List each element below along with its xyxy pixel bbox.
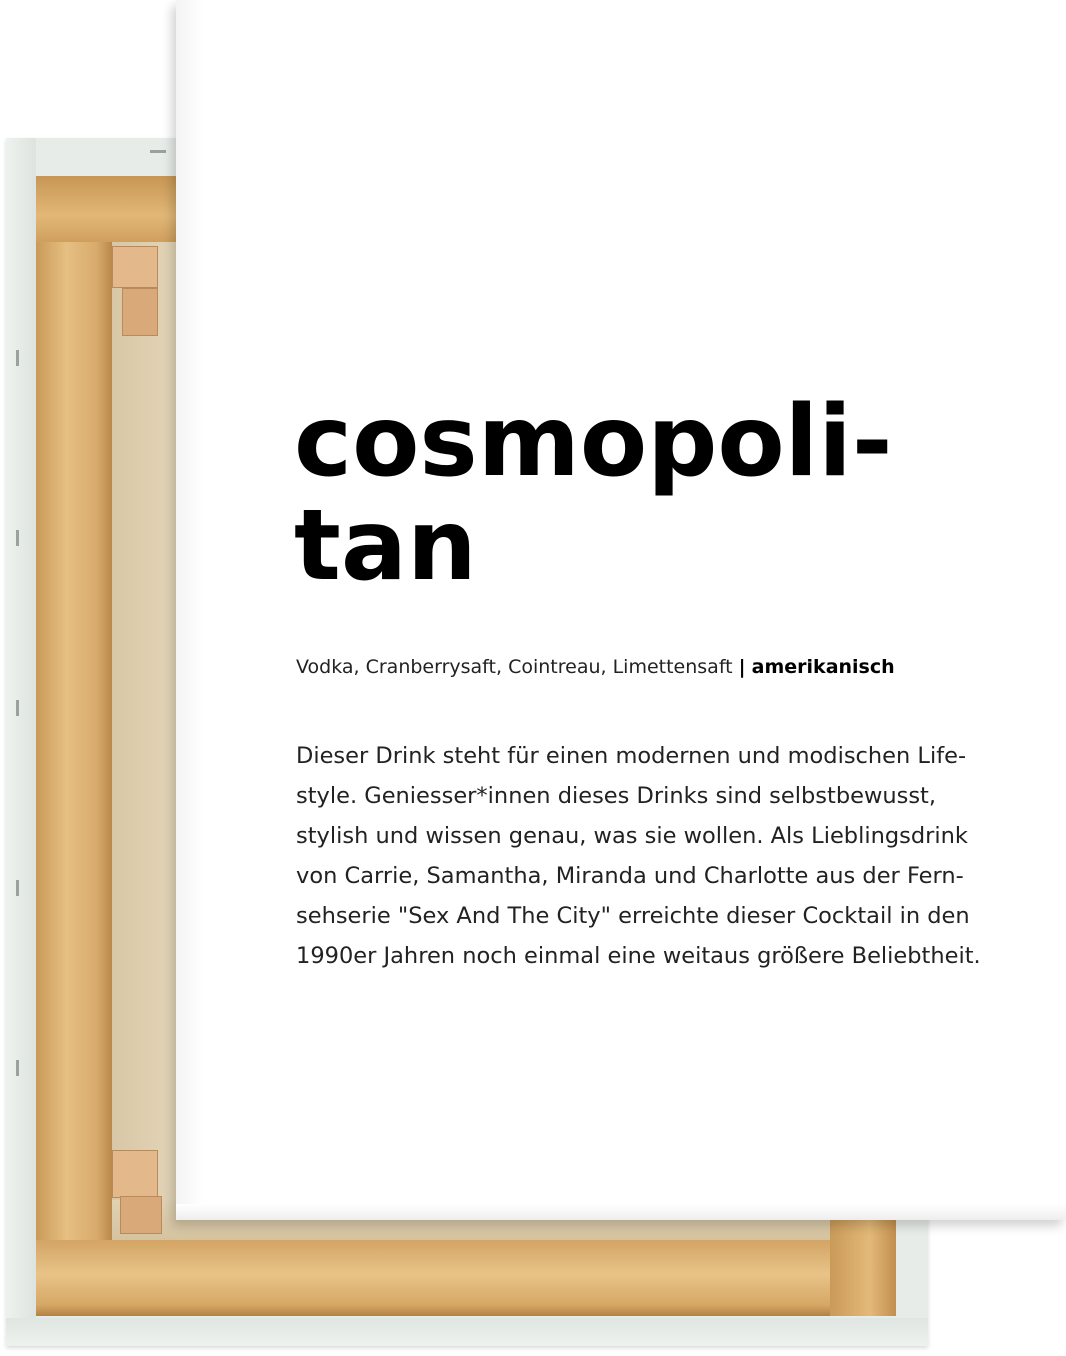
stretcher-bar-top — [36, 176, 196, 242]
canvas-edge-left — [6, 138, 36, 1346]
poster-edge-left — [176, 0, 204, 1220]
title-line-1: cosmopoli- — [294, 385, 893, 499]
description-line: style. Geniesser*innen dieses Drinks sind selbstbewusst, — [296, 783, 937, 809]
staple — [16, 350, 19, 366]
description-line: von Carrie, Samantha, Miranda und Charlotte aus der Fern- — [296, 863, 964, 889]
description-line: stylish und wissen genau, was sie wollen. Als Lieblingsdrink — [296, 823, 968, 849]
origin-text: amerikanisch — [751, 656, 895, 678]
poster-subtitle — [296, 654, 1016, 680]
staple — [150, 150, 166, 153]
subtitle-separator: | — [738, 656, 746, 678]
ingredients-text: Vodka, Cranberrysaft, Cointreau, Limettensaft — [296, 656, 733, 678]
poster-print — [176, 0, 1066, 1220]
stretcher-bar-bottom — [36, 1240, 896, 1316]
staple — [16, 530, 19, 546]
corner-wedge-top-inner — [122, 288, 158, 336]
title-line-2: tan — [294, 489, 477, 603]
description-line: sehserie "Sex And The City" erreichte dieser Cocktail in den — [296, 903, 970, 929]
staple — [16, 880, 19, 896]
canvas-edge-bottom — [6, 1318, 928, 1346]
poster-title — [294, 385, 994, 603]
description-line: 1990er Jahren noch einmal eine weitaus größere Beliebtheit. — [296, 943, 981, 969]
corner-wedge-bottom — [112, 1150, 158, 1198]
staple — [16, 700, 19, 716]
poster-edge-bottom — [176, 1204, 1066, 1220]
stretcher-bar-left — [36, 176, 112, 1316]
corner-wedge-bottom-inner — [120, 1196, 162, 1234]
poster-description — [296, 736, 996, 976]
staple — [16, 1060, 19, 1076]
description-line: Dieser Drink steht für einen modernen und modischen Life- — [296, 743, 967, 769]
corner-wedge-top — [112, 246, 158, 288]
